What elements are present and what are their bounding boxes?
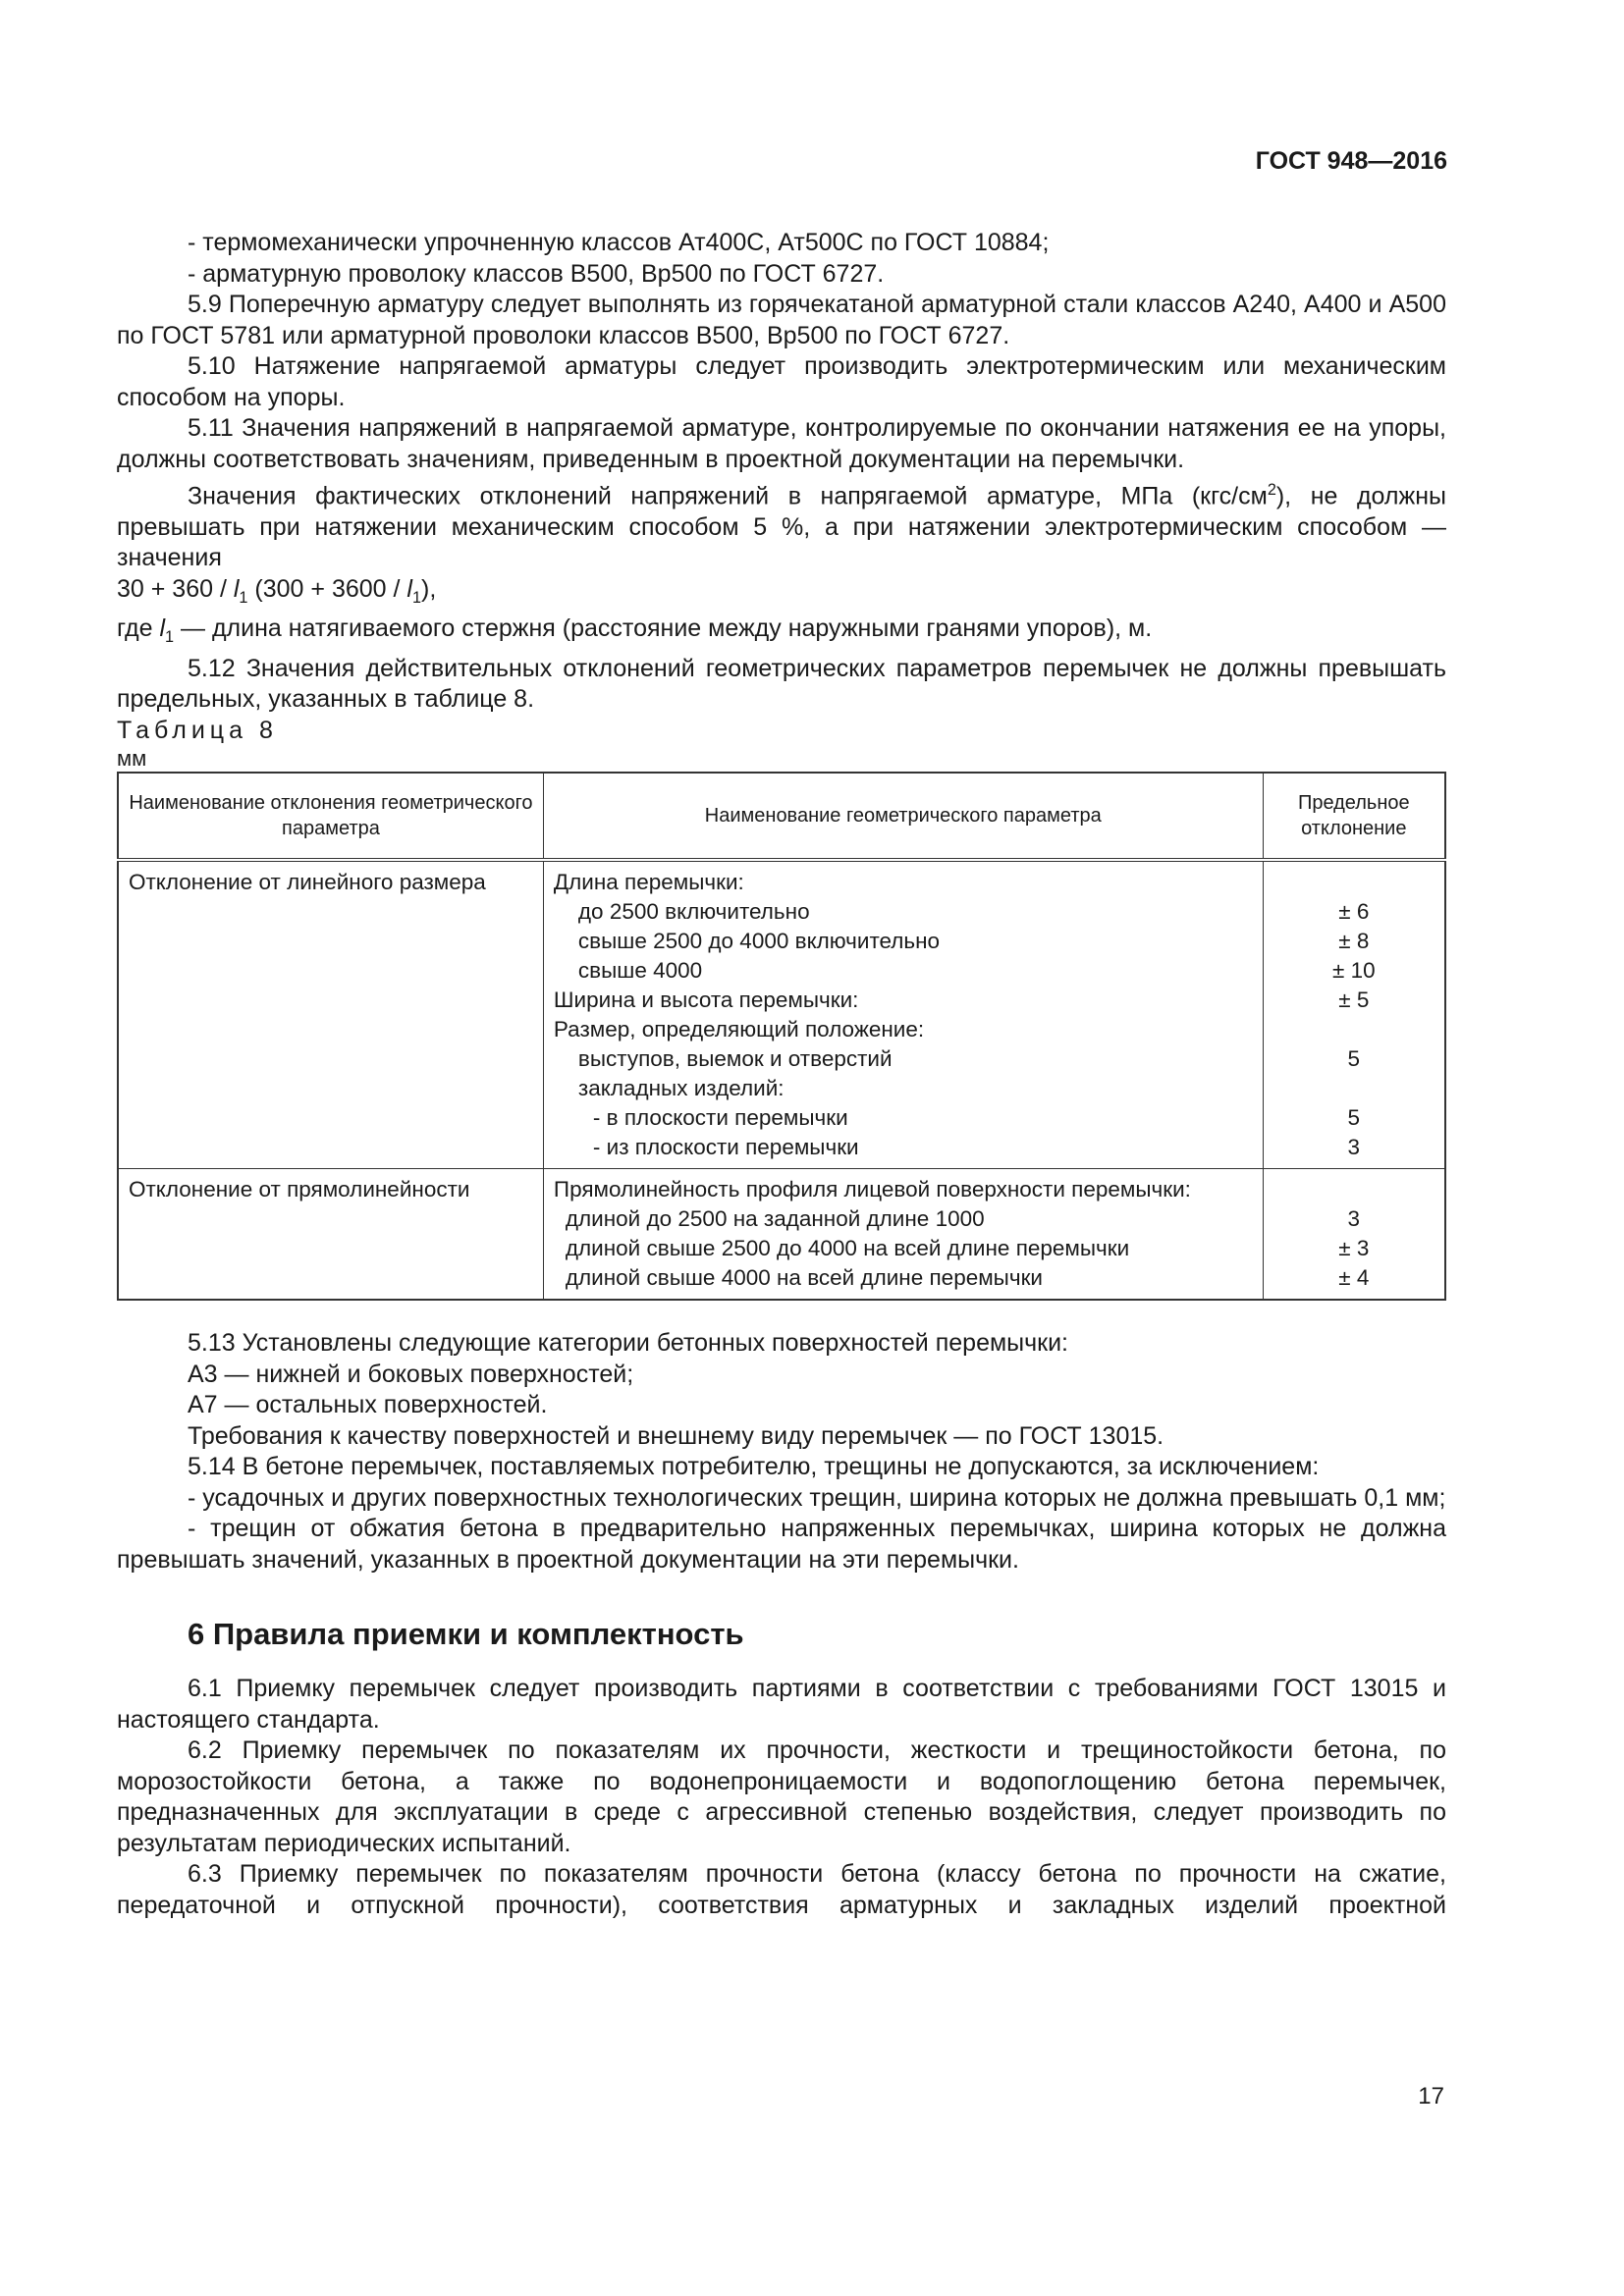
table-caption: Таблица 8 bbox=[117, 716, 278, 744]
document-header: ГОСТ 948—2016 bbox=[1255, 147, 1447, 175]
cell-deviation: Отклонение от линейного размера bbox=[118, 860, 543, 1169]
table-row bbox=[118, 860, 1445, 1169]
paragraph: - арматурную проволоку классов В500, Вр500 по ГОСТ 6727. bbox=[188, 259, 885, 288]
col-header-parameter: Наименование геометрического параметра bbox=[543, 773, 1263, 860]
paragraph-5-12: 5.12 Значения действительных отклонений геометрических параметров перемычек не должны превышать предельных, указанных в таблице 8. bbox=[117, 654, 1446, 714]
paragraph-5-11-deviations: Значения фактических отклонений напряжений в напрягаемой арматуре, МПа $(кгс/см^2)$, не должны превышать при натяжении механическим способом 5 %, а при натяжении электротермическим способом — значения bbox=[117, 481, 1446, 572]
col-header-limit: Предельное отклонение bbox=[1263, 773, 1445, 860]
cell-values: ± 6 ± 8 ± 10 ± 5 5 5 3 bbox=[1263, 860, 1445, 1169]
paragraph-6-1: 6.1 Приемку перемычек следует производить партиями в соответствии с требованиями ГОСТ 13015 и настоящего стандарта. bbox=[117, 1675, 1446, 1734]
section-heading-6: 6 Правила приемки и комплектность bbox=[188, 1617, 744, 1652]
col-header-deviation: Наименование отклонения геометрического параметра bbox=[118, 773, 543, 860]
formula: $30 + 360 / l_1$ $(300 + 3600 / l_1)$, bbox=[117, 574, 437, 607]
paragraph-5-9: 5.9 Поперечную арматуру следует выполнять из горячекатаной арматурной стали классов А240, А400 и А500 по ГОСТ 5781 или арматурной проволоки классов В500, Вр500 по ГОСТ 6727. bbox=[117, 291, 1446, 349]
table-8 bbox=[117, 772, 1446, 1301]
paragraph-a7: А7 — остальных поверхностей. bbox=[188, 1391, 548, 1419]
paragraph-a3: А3 — нижней и боковых поверхностей; bbox=[188, 1360, 634, 1388]
paragraph-5-10: 5.10 Натяжение напрягаемой арматуры следует производить электротермическим или механическим способом на упоры. bbox=[117, 352, 1446, 411]
paragraph-6-3: 6.3 Приемку перемычек по показателям прочности бетона (классу бетона по прочности на сжатие, передаточной и отпускной прочности), соответствия арматурных и закладных изделий проектной bbox=[117, 1860, 1446, 1919]
table-unit: мм bbox=[117, 746, 147, 772]
page-number: 17 bbox=[1418, 2083, 1444, 2109]
paragraph-6-2: 6.2 Приемку перемычек по показателям их прочности, жесткости и трещиностойкости бетона, по морозостойкости бетона, а также по водонепроницаемости и водопоглощению бетона перемычек, предназначенных для эксплуатации в среде с агрессивной степенью воздействия, следует производить по результатам периодических испытаний. bbox=[117, 1736, 1446, 1857]
paragraph-5-13: 5.13 Установлены следующие категории бетонных поверхностей перемычки: bbox=[188, 1329, 1068, 1358]
paragraph-5-11: 5.11 Значения напряжений в напрягаемой арматуре, контролируемые по окончании натяжения ее на упоры, должны соответствовать значениям, приведенным в проектной документации на перемычки. bbox=[117, 414, 1446, 473]
table-header-row bbox=[118, 773, 1445, 860]
formula-legend: где $l_1$ — длина натягиваемого стержня (расстояние между наружными гранями упоров), м. bbox=[117, 614, 1153, 647]
table-row bbox=[118, 1169, 1445, 1301]
document-body bbox=[117, 228, 1446, 1921]
cell-values: 3 ± 3 ± 4 bbox=[1263, 1169, 1445, 1301]
paragraph: - термомеханически упрочненную классов Ат400С, Ат500С по ГОСТ 10884; bbox=[188, 229, 1050, 256]
paragraph-dash-1: - усадочных и других поверхностных технологических трещин, ширина которых не должна превышать 0,1 мм; bbox=[188, 1483, 1446, 1512]
cell-parameters: Прямолинейность профиля лицевой поверхности перемычки: длиной до 2500 на заданной длине 1000 длиной свыше 2500 до 4000 на всей длине перемычки длиной свыше 4000 на всей длине перемычки bbox=[543, 1169, 1263, 1301]
paragraph-dash-2: - трещин от обжатия бетона в предварительно напряженных перемычках, ширина которых не должна превышать значений, указанных в проектной документации на эти перемычки. bbox=[117, 1515, 1446, 1574]
cell-parameters: Длина перемычки: до 2500 включительно свыше 2500 до 4000 включительно свыше 4000 Ширина и высота перемычки: Размер, определяющий положение: выступов, выемок и отверстий закладных изделий: - в плоскости перемычки - из плоскости перемычки bbox=[543, 860, 1263, 1169]
paragraph-requirements: Требования к качеству поверхностей и внешнему виду перемычек — по ГОСТ 13015. bbox=[188, 1421, 1164, 1450]
paragraph-5-14: 5.14 В бетоне перемычек, поставляемых потребителю, трещины не допускаются, за исключением: bbox=[188, 1453, 1320, 1481]
cell-deviation: Отклонение от прямолинейности bbox=[118, 1169, 543, 1301]
